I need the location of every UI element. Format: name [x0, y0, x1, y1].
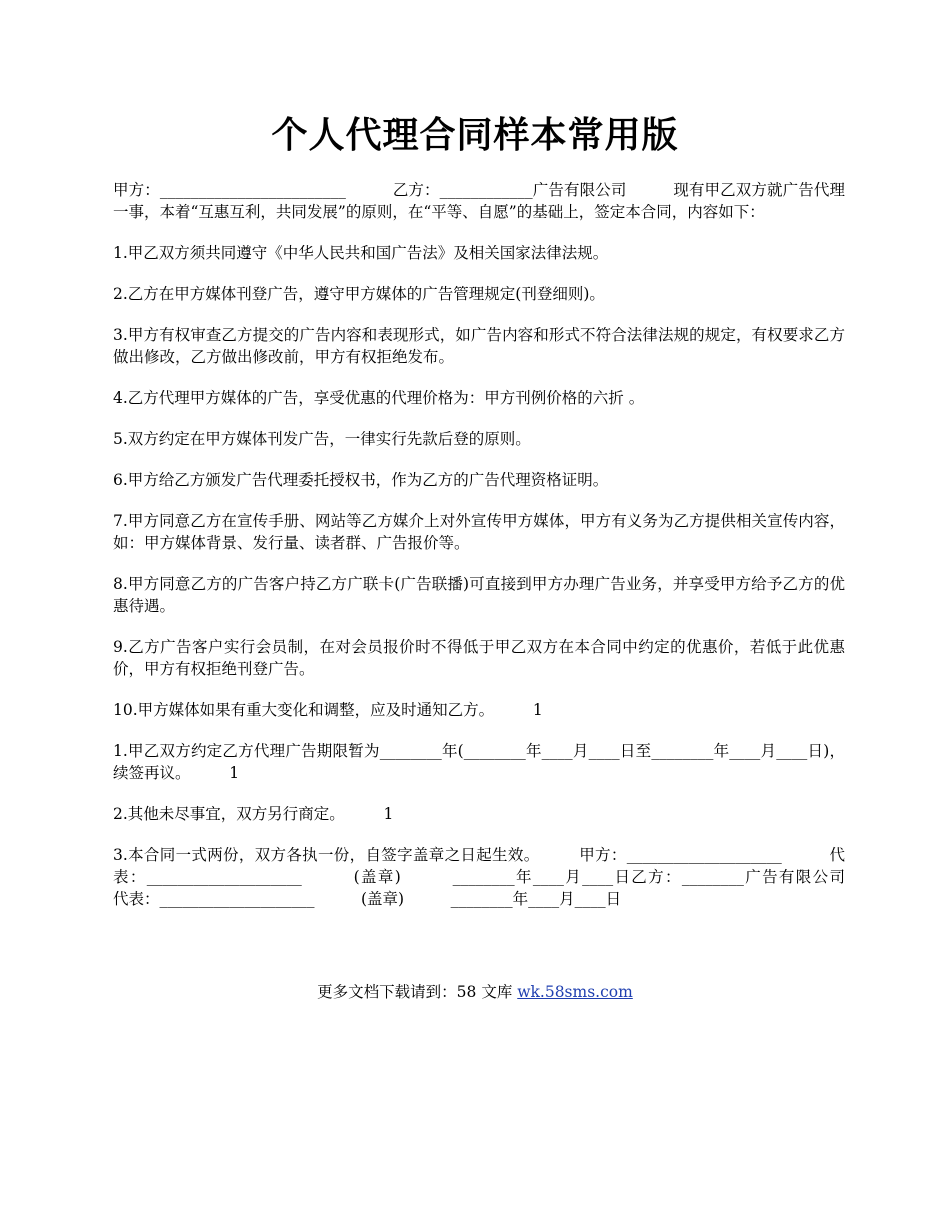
download-footer: [0, 980, 950, 1004]
clause-paragraph: 2.其他未尽事宜，双方另行商定。 1: [113, 805, 394, 823]
signature-paragraph: 3.本合同一式两份，双方各执一份，自签字盖章之日起生效。 甲方：____________________ 代表：____________________ (盖章) ________年____月____日乙方：________广告有限公司 代表：____________________ (盖章) ________年____月____日: [113, 846, 892, 908]
clause-paragraph: 4.乙方代理甲方媒体的广告，享受优惠的代理价格为：甲方刊例价格的六折 。: [113, 389, 645, 407]
contract-body: [113, 179, 892, 929]
clause-paragraph: 1.甲乙双方须共同遵守《中华人民共和国广告法》及相关国家法律法规。: [113, 244, 609, 262]
page-title: 个人代理合同样本常用版: [271, 115, 679, 156]
clause-paragraph: 1.甲乙双方约定乙方代理广告期限暂为________年(________年____月____日至________年____月____日)，续签再议。 1: [113, 742, 845, 782]
contract-intro: 甲方：________________________ 乙方：____________广告有限公司 现有甲乙双方就广告代理一事，本着“互惠互利，共同发展”的原则，在“平等、自愿”的基础上，签定本合同，内容如下：: [113, 181, 845, 221]
clause-paragraph: 6.甲方给乙方颁发广告代理委托授权书，作为乙方的广告代理资格证明。: [113, 471, 609, 489]
clause-paragraph: 3.甲方有权审查乙方提交的广告内容和表现形式，如广告内容和形式不符合法律法规的规定，有权要求乙方做出修改，乙方做出修改前，甲方有权拒绝发布。: [113, 326, 845, 366]
footer-text: 更多文档下载请到：58 文库: [317, 983, 518, 1001]
clause-paragraph: 7.甲方同意乙方在宣传手册、网站等乙方媒介上对外宣传甲方媒体，甲方有义务为乙方提供相关宣传内容，如：甲方媒体背景、发行量、读者群、广告报价等。: [113, 512, 845, 552]
clause-paragraph: 8.甲方同意乙方的广告客户持乙方广联卡(广告联播)可直接到甲方办理广告业务，并享受甲方给予乙方的优惠待遇。: [113, 575, 845, 615]
clause-paragraph: 10.甲方媒体如果有重大变化和调整，应及时通知乙方。 1: [113, 701, 543, 719]
clause-paragraph: 5.双方约定在甲方媒体刊发广告，一律实行先款后登的原则。: [113, 430, 531, 448]
clause-paragraph: 2.乙方在甲方媒体刊登广告，遵守甲方媒体的广告管理规定(刊登细则)。: [113, 285, 605, 303]
footer-link[interactable]: wk.58sms.com: [517, 983, 633, 1001]
clause-paragraph: 9.乙方广告客户实行会员制，在对会员报价时不得低于甲乙双方在本合同中约定的优惠价，若低于此优惠价，甲方有权拒绝刊登广告。: [113, 638, 845, 678]
